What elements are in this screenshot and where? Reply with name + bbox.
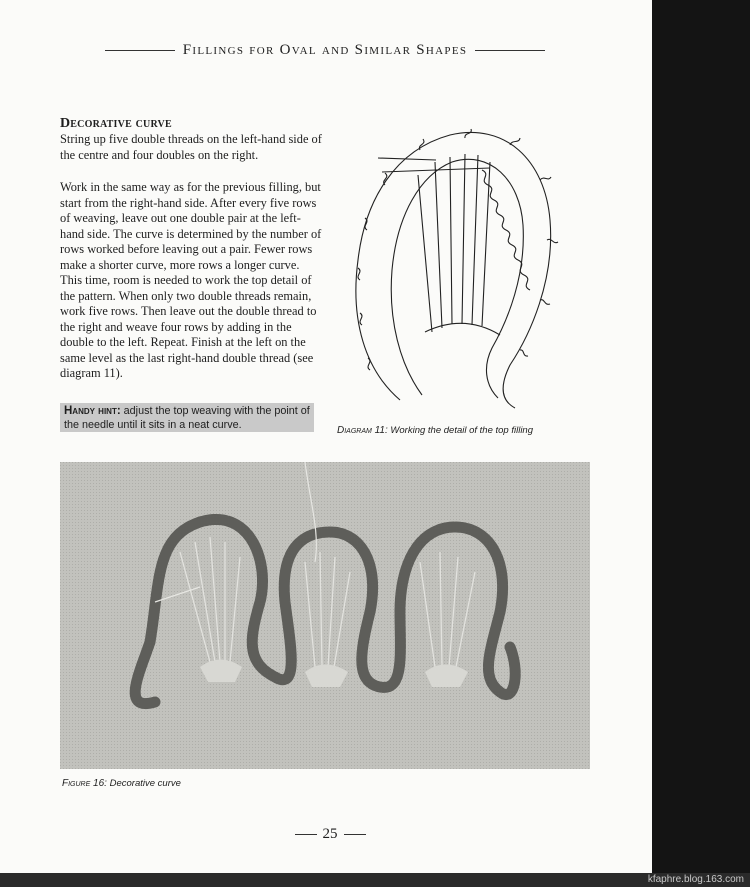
diagram-11-illustration <box>340 110 570 415</box>
running-head <box>105 42 545 59</box>
section-heading: Decorative curve <box>60 116 172 131</box>
book-spine-shadow <box>652 0 750 887</box>
diagram-cord-inner <box>391 159 523 398</box>
folio-rule-right <box>344 834 366 835</box>
figure-16-photo <box>60 462 590 769</box>
bottom-strip <box>0 873 750 887</box>
instruction-paragraph-1: String up five double threads on the left-hand side of the centre and four doubles on the right. <box>60 132 322 162</box>
page-number-text: 25 <box>322 826 338 842</box>
diagram-base-curve <box>425 323 500 335</box>
page-number <box>290 826 370 843</box>
folio-rule-left <box>295 834 317 835</box>
fabric-background <box>60 462 590 769</box>
instruction-paragraph-2: Work in the same way as for the previous filling, but start from the right-hand side. After every five rows of weaving, leave out one double pair at the left-hand side. The curve is determined by the number of rows worked before leaving out a pair. Fewer rows make a shorter curve, more rows a longer curve. This time, room is needed to work the top detail of the pattern. When only two double threads remain, work five rows. Then leave out the double thread to the right and weave four rows by adding in the double to the left. Repeat. Finish at the left on the same level as the last right-hand double thread (see diagram 11). <box>60 180 322 380</box>
diagram-caption <box>337 425 533 436</box>
watermark: kfaphre.blog.163.com <box>647 874 744 885</box>
diagram-caption-text: Working the detail of the top filling <box>390 425 534 436</box>
diagram-warp-threads <box>418 154 490 332</box>
diagram-caption-label: Diagram 11: <box>337 425 388 436</box>
running-head-rule-left <box>105 50 175 51</box>
handy-hint-label: Handy hint: <box>64 405 121 417</box>
running-head-title: Fillings for Oval and Similar Shapes <box>182 42 468 58</box>
handy-hint-text: adjust the top weaving with the point of the needle until it sits in a neat curve. <box>64 405 310 431</box>
handy-hint-box <box>60 403 314 432</box>
running-head-rule-right <box>475 50 545 51</box>
figure-caption <box>62 778 181 789</box>
figure-caption-label: Figure 16: <box>62 778 107 789</box>
figure-caption-text: Decorative curve <box>109 778 181 789</box>
